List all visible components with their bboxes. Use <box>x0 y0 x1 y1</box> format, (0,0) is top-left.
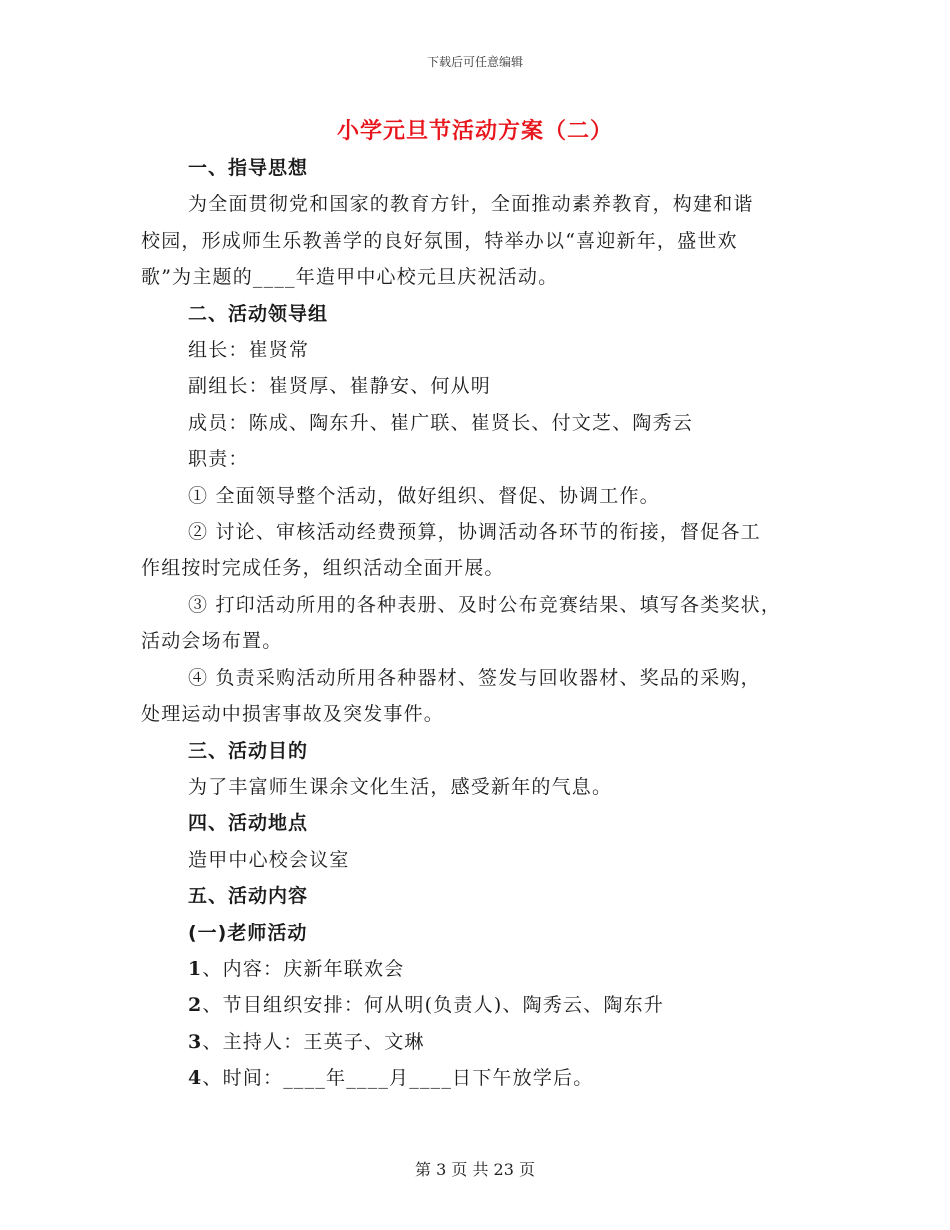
location-text: 造甲中心校会议室 <box>188 848 350 871</box>
duty-item-4: ④ 负责采购活动所用各种器材、签发与回收器材、奖品的采购， <box>188 666 761 689</box>
content-item-3 <box>141 1024 813 1060</box>
duties-label: 职责： <box>188 448 249 471</box>
paragraph-line: 校园，形成师生乐教善学的良好氛围，特举办以“喜迎新年，盛世欢 <box>141 229 738 252</box>
duty-item-1: ① 全面领导整个活动，做好组织、督促、协调工作。 <box>188 484 660 507</box>
duty-item-2: ② 讨论、审核活动经费预算，协调活动各环节的衔接，督促各工 <box>188 521 761 544</box>
paragraph-line: 为全面贯彻党和国家的教育方针，全面推动素养教育，构建和谐 <box>188 193 754 216</box>
page-footer: 第 3 页 共 23 页 <box>415 1160 535 1179</box>
section-heading-location: 四、活动地点 <box>188 812 309 835</box>
duty-item-3-cont: 活动会场布置。 <box>141 630 283 653</box>
duty-item-4-cont: 处理运动中损害事故及突发事件。 <box>141 703 445 726</box>
header-note: 下载后可任意编辑 <box>426 55 523 69</box>
content-item-4 <box>141 1060 813 1096</box>
item-text: 、内容：庆新年联欢会 <box>202 957 405 980</box>
item-number: 2 <box>188 994 203 1017</box>
leader-line: 组长：崔贤常 <box>188 339 310 362</box>
item-text: 、主持人：王英子、文琳 <box>202 1030 425 1053</box>
section-heading-leadership-group: 二、活动领导组 <box>188 302 329 325</box>
item-text: 、节目组织安排：何从明(负责人)、陶秀云、陶东升 <box>202 994 665 1017</box>
members-line: 成员：陈成、陶东升、崔广联、崔贤长、付文芝、陶秀云 <box>188 411 694 434</box>
subsection-teacher-activity: (一)老师活动 <box>188 921 308 944</box>
section-heading-purpose: 三、活动目的 <box>188 739 309 762</box>
document-body <box>141 150 813 1097</box>
item-number: 1 <box>188 957 203 980</box>
section-heading-guiding-ideology: 一、指导思想 <box>188 157 309 179</box>
item-number: 4 <box>188 1067 203 1090</box>
duty-item-2-cont: 作组按时完成任务，组织活动全面开展。 <box>141 557 505 580</box>
purpose-text: 为了丰富师生课余文化生活，感受新年的气息。 <box>188 775 613 798</box>
item-number: 3 <box>188 1030 203 1053</box>
deputy-leader-line: 副组长：崔贤厚、崔静安、何从明 <box>188 375 492 398</box>
content-item-1 <box>141 951 813 987</box>
section-heading-content: 五、活动内容 <box>188 885 309 908</box>
duty-item-3: ③ 打印活动所用的各种表册、及时公布竞赛结果、填写各类奖状， <box>188 593 782 616</box>
item-text: 、时间：____年____月____日下午放学后。 <box>202 1067 594 1090</box>
content-item-2 <box>141 987 813 1023</box>
paragraph-line: 歌”为主题的____年造甲中心校元旦庆祝活动。 <box>141 266 559 289</box>
document-title: 小学元旦节活动方案（二） <box>336 119 613 144</box>
